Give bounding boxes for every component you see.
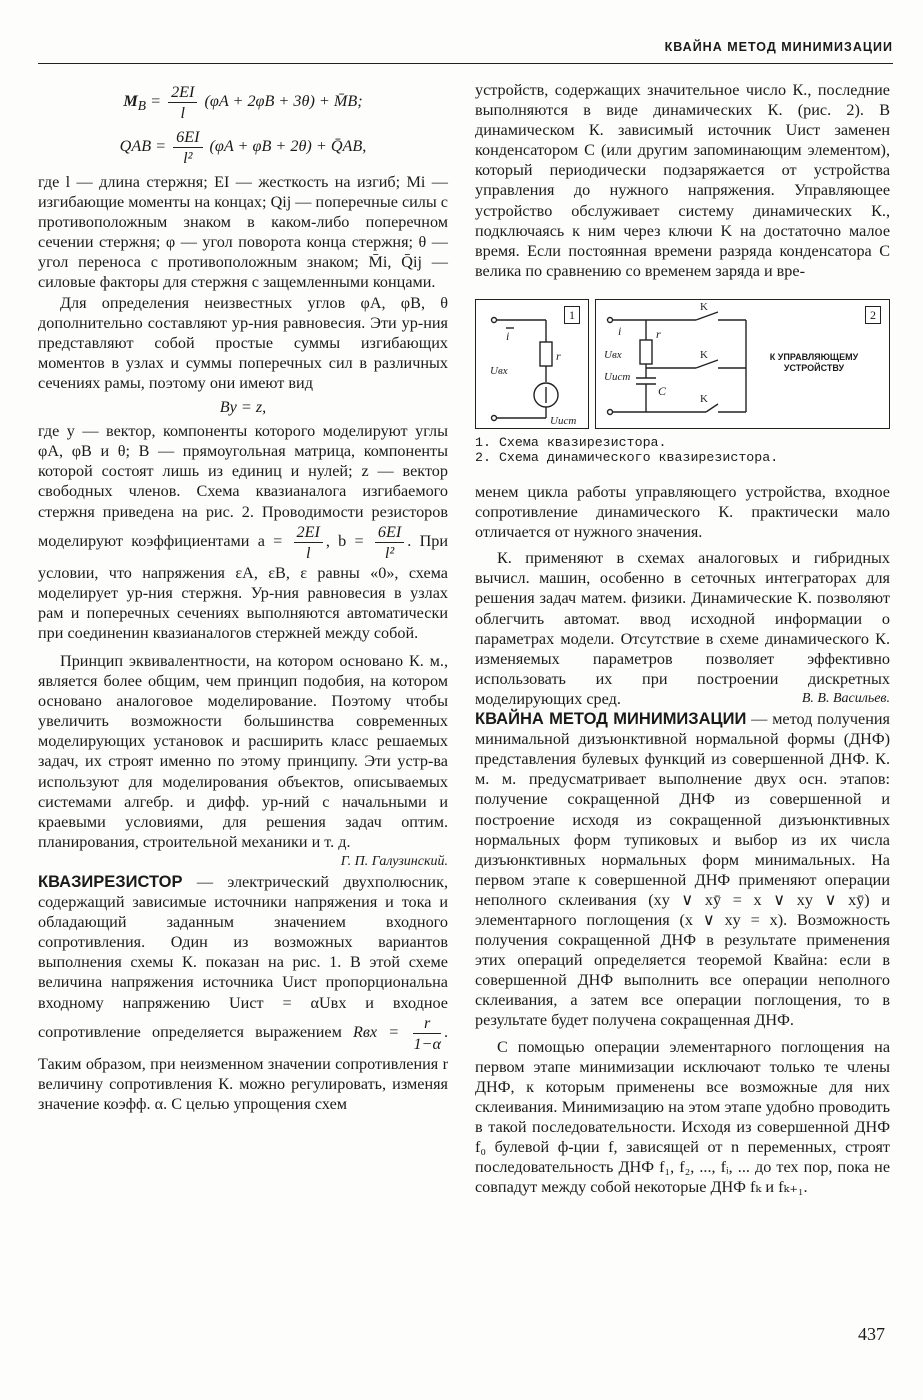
- figure-2-schematic: [596, 300, 886, 430]
- paragraph: С помощью операции элементарного поглощения на первом этапе минимизации исключают только те члены ДНФ, к которым применены все возможные для них склеивания. Минимизацию на этом этапе удобно проводить в такой последовательности. Исходя из совершенной ДНФ f₀ булевой ф-ции f, зависящей от n переменных, строят последовательность ДНФ f₁, f₂, ..., fᵢ, ... до тех пор, пока не совпадут между собой некоторые ДНФ fₖ и fₖ₊₁.: [475, 1037, 890, 1197]
- fig2-current: i: [618, 323, 622, 338]
- figure-2-number: 2: [865, 306, 881, 324]
- caption-1: 1. Схема квазирезистора.: [475, 434, 667, 450]
- fig2-resistor: r: [656, 326, 661, 341]
- fig2-switch: K: [700, 348, 708, 361]
- fig1-current: i: [506, 328, 510, 343]
- header-rule: [38, 63, 893, 64]
- fig1-uist: Uист: [550, 414, 577, 427]
- entry-term: КВАЙНА МЕТОД МИНИМИЗАЦИИ: [475, 710, 747, 729]
- author-signature: Г. П. Галузинский.: [340, 853, 448, 869]
- right-column: [475, 80, 890, 1197]
- formula-mb-lhs: $M_B$ =: [123, 92, 162, 114]
- entry-term: КВАЗИРЕЗИСТОР: [38, 873, 183, 891]
- paragraph: Для определения неизвестных углов φA, φB, θ дополнительно составляют ур-ния равновесия. Эти ур-ния представляют собой простые суммы изгибающих моментов в узлах и суммы поперечных сил в различных сечениях рамы, поэтому они имеют вид: [38, 293, 448, 392]
- fraction-b: $\frac{6EI}{\text{l²}}$: [375, 522, 404, 563]
- entry-kvaina: КВАЙНА МЕТОД МИНИМИЗАЦИИ — метод получения минимальной дизъюнктивной нормальной формы (ДНФ) представления булевых функций из совершенной ДНФ. К. м. м. предусматривает выполнение двух осн. этапов: получение сокращенной ДНФ из совершенной и построение исходя из сокращенной дизъюнктивных нормальных форм тупиковых и выбор из их числа дизъюнктивных нормальных форм минимальных. На первом этапе к совершенной ДНФ применяют операции неполного склеивания (xy ∨ xȳ = x ∨ xy ∨ xȳ) и элементарного поглощения (x ∨ xy = x). Возможность получения сокращенной ДНФ в результате применения этих операций определяется теоремой Квайна: если в совершенной ДНФ выполнить все операции неполного склеивания, а затем все операции поглощения, то в результате будет получена сокращенная ДНФ.: [475, 710, 890, 1030]
- fig2-capacitor: C: [658, 383, 667, 398]
- fig1-uvx: Uвх: [490, 364, 508, 377]
- left-column: [38, 80, 448, 1114]
- fraction-a: $\frac{2EI}{l}$: [294, 522, 323, 563]
- formula-mb-fraction: $\frac{2EI}{l}$: [168, 82, 197, 123]
- entry-kvaziresistor: КВАЗИРЕЗИСТОР — электрический двухполюсник, содержащий зависимые источники напряжения и тока и обладающий заданным значением входного сопротивления. Один из возможных вариантов выполнения схемы К. показан на рис. 1. В этой схеме величина напряжения источника Uист пропорциональна входному напряжению Uист = αUвх и входное сопротивление определяется выражением Rвх = $\frac{r}{1-\alpha}$ . Таким образом, при неизменном значении сопротивления r величину сопротивления К. можно регулировать, изменяя значение коэфф. α. С целью упрощения схем: [38, 873, 449, 1113]
- paragraph: где l — длина стержня; EI — жесткость на изгиб; Mi — изгибающие моменты на концах; Qij — поперечные силы с противоположным знаком в каком-либо поперечном сечении стержня; φ — угол поворота конца стержня; θ — угол переноса с противоположным знаком; M̄i, Q̄ij — силовые факторы для стержня с защемленными концами.: [38, 173, 448, 292]
- page-number: 437: [858, 1324, 885, 1344]
- fig1-resistor: r: [556, 348, 561, 363]
- figure-1-quasiresistor: [475, 299, 589, 429]
- fig2-uvx: Uвх: [604, 348, 622, 361]
- caption-2: 2. Схема динамического квазирезистора.: [475, 450, 779, 466]
- figure-captions: [475, 435, 890, 466]
- formula-mb-rest: (φA + 2φB + 3θ) + M̄B;: [204, 92, 363, 111]
- fig2-control-label: К УПРАВЛЯЮЩЕМУ УСТРОЙСТВУ: [769, 351, 859, 373]
- formula-by: By = z,: [219, 398, 267, 417]
- running-title: КВАЙНА МЕТОД МИНИМИЗАЦИИ: [664, 40, 893, 54]
- author-signature: В. В. Васильев.: [801, 690, 890, 706]
- formula-qab-lhs: QAB =: [119, 137, 167, 156]
- paragraph: Принцип эквивалентности, на котором основано К. м., является более общим, чем принцип подобия, на котором основано аналоговое моделирование. Поэтому чтобы увеличить возможности большинства современных моделирующих установок и расширить класс решаемых задач, их строят именно по этому принципу. Эти устр-ва используют для моделирования объектов, описываемых системами алгебр. и дифф. ур-ний с начальными и краевыми условиями, для решения задач оптим. планирования, строительной механики и т. д.: [38, 651, 448, 851]
- figure-1-number: 1: [564, 306, 580, 324]
- formula-qab-rest: (φA + φB + 2θ) + Q̄AB,: [209, 137, 367, 156]
- figures: [475, 299, 890, 429]
- formula-qab-fraction: $\frac{6EI}{\text{l²}}$: [173, 127, 202, 168]
- paragraph: К. применяют в схемах аналоговых и гибридных вычисл. машин, особенно в сеточных интеграторах для решения задач матем. физики. Динамические К. позволяют облегчить автомат. ввод исходной информации о параметрах модели. Отсутствие в схеме динамического К. изменяемых параметров позволяет эффективно использовать их при построении дискретных моделирующих сред.: [475, 549, 890, 708]
- formula-mb: [38, 82, 448, 123]
- fig2-switch: K: [700, 392, 708, 405]
- fig2-switch: K: [700, 300, 708, 313]
- fig2-uist: Uист: [604, 370, 631, 383]
- paragraph: устройств, содержащих значительное число К., последние выполняются в виде динамических К. (рис. 2). В динамическом К. зависимый источник Uист заменен конденсатором C (или другим запоминающим элементом), который периодически подзаряжается от устройства управления до нужного напряжения. Управляющее устройство обслуживает систему динамических К., подключаясь к ним через ключи K на достаточно малое время. Если постоянная времени разряда конденсатора C велика по сравнению со временем заряда и вре-: [475, 81, 890, 280]
- formula-qab: [38, 127, 448, 168]
- paragraph: менем цикла работы управляющего устройства, входное сопротивление динамического К. практически мало отличается от нужного значения.: [475, 482, 890, 542]
- fraction-rvx: $\frac{r}{1-\alpha}$: [413, 1013, 441, 1053]
- paragraph-with-fractions: где y — вектор, компоненты которого моделируют углы φA, φB и θ; B — прямоугольная матрица, компоненты которой состоят лишь из единиц и нулей; z — вектор свободных членов. Схема квазианалога изгибаемого стержня приведена на рис. 2. Проводимости резисторов моделируют коэффициентами a = $\frac{2EI}{l}$ , b = $\frac{6EI}{\text{l²}}$ . При условии, что напряжения εA, εB, ε равны «0», схема моделирует ур-ния стержня. Ур-ния равновесия в узлах рам и поперечных сечениях выполняются автоматически при соединенин квазианалогов стержней между собой.: [38, 422, 449, 642]
- figure-2-dynamic-quasiresistor: [595, 299, 890, 429]
